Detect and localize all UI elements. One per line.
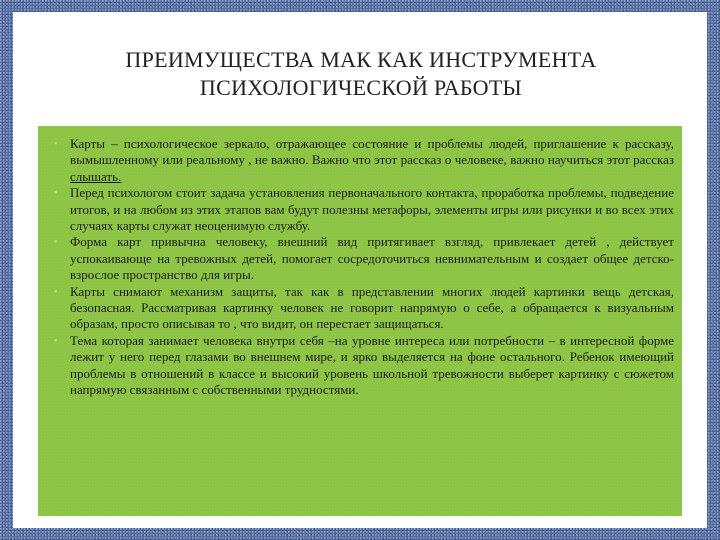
bullet-underlined-word: слышать. — [70, 168, 122, 184]
bullet-dot-icon: • — [54, 286, 58, 298]
bullet-dot-icon: • — [54, 237, 58, 249]
bullet-item — [54, 234, 674, 283]
bullet-list — [54, 136, 674, 399]
bullet-dot-icon: • — [54, 188, 58, 200]
bullet-item — [54, 333, 674, 399]
bullet-text: Карты снимают механизм защиты, так как в представлении многих людей картинки вещь детская, безопасная. Рассматривая картинку человек не говорит напрямую о себе, а обращается к визуальным образам, просто описывая то , что видит, он перестает защищаться. — [70, 283, 674, 332]
content-panel — [38, 126, 682, 516]
bullet-dot-icon: • — [54, 335, 58, 347]
bullet-item — [54, 284, 674, 333]
bullet-text: Карты – психологическое зеркало, отражающее состояние и проблемы людей, приглашение к рассказу, вымышленному или реальному , не важно. Важно что этот рассказ о человеке, важно научиться этот рассказ — [70, 136, 674, 168]
bullet-dot-icon: • — [54, 139, 58, 150]
title-box — [24, 22, 698, 125]
bullet-text: Форма карт привычна человеку, внешний вид притягивает взгляд, привлекает детей , действует успокаивающе на тревожных детей, помогает сосредоточиться невнимательным и создает общее детско-взрослое пространство для игры. — [70, 234, 674, 283]
bullet-item — [54, 185, 674, 234]
slide-title: ПРЕИМУЩЕСТВА МАК КАК ИНСТРУМЕНТА ПСИХОЛОГИЧЕСКОЙ РАБОТЫ — [125, 46, 597, 100]
bullet-text: Перед психологом стоит задача установления первоначального контакта, проработка проблемы, подведение итогов, и на любом из этих этапов вам будут полезны метафоры, элементы игры или рисунки и во всех этих случаях карты служат неоценимую службу. — [70, 185, 674, 234]
bullet-item — [54, 136, 674, 185]
bullet-text: Тема которая занимает человека внутри себя –на уровне интереса или потребности – в интересной форме лежит у него перед глазами во внешнем мире, и ярко выделяется на фоне остального. Ребенок имеющий проблемы в отношений в классе и высокий уровень школьной тревожности выберет картинку с сюжетом напрямую связанным с собственными трудностями. — [70, 332, 674, 398]
